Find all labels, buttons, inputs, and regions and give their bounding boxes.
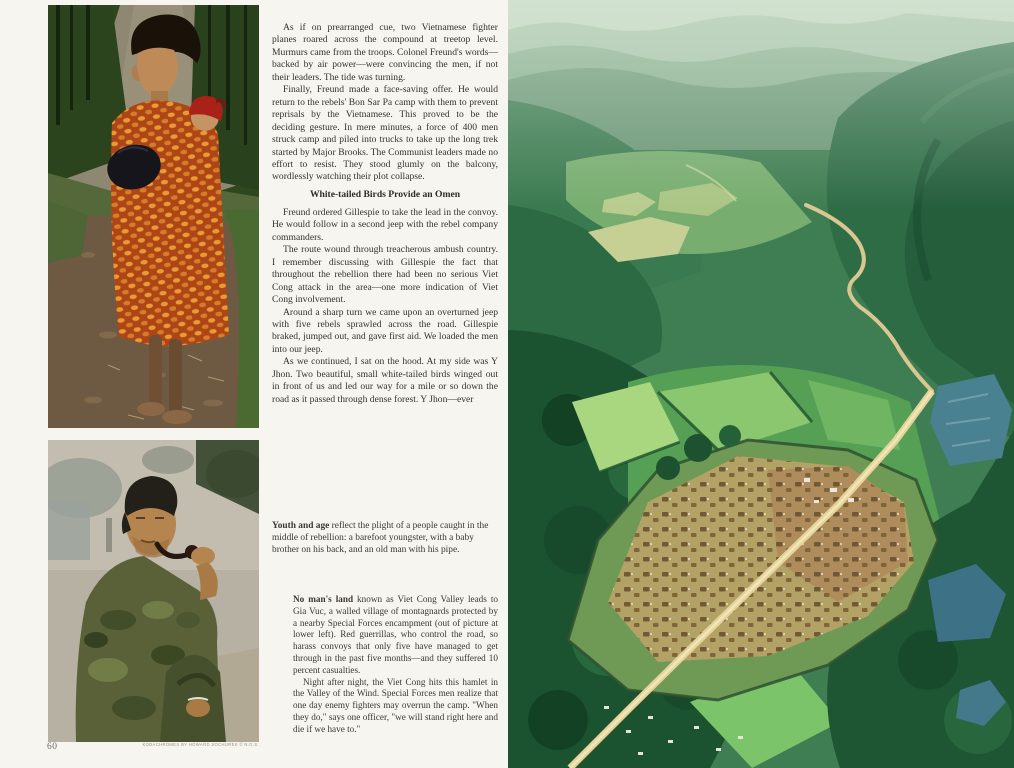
body-paragraph: Freund ordered Gillespie to take the lead in the convoy. He would follow in a second jeep with the rebel company commanders. <box>272 206 498 243</box>
body-paragraph: Around a sharp turn we came upon an overturned jeep with five rebels sprawled across the road. Gillespie braked, jumped out, and gave first aid. We loaded the men into our jeep. <box>272 306 498 355</box>
caption-text: reflect the plight of a people caught in the middle of rebellion: a barefoot youngster, with a baby brother on his back, and an old man with his pipe. <box>272 521 489 556</box>
body-paragraph: Finally, Freund made a face-saving offer. He would return to the rebels' Bon Sar Pa camp with them to prevent reprisals by the Vietnamese. This proved to be the deciding gesture. In mere minutes, a force of 400 men struck camp and piled into trucks to take up the long trek started by Major Brooks. The Communist leaders made no effort to resist. They stood glumly on the balcony, wordlessly watching their plot collapse. <box>272 84 498 183</box>
body-paragraph: As if on prearranged cue, two Vietnamese fighter planes roared across the compound at treetop level. Murmurs came from the troops. Colonel Freund's words—backed by air power—were convincing the men, if not their leaders. The tide was turning. <box>272 22 498 83</box>
caption-lead-in: Youth and age <box>272 521 330 531</box>
photo-boy-with-baby <box>48 5 259 428</box>
section-heading: White-tailed Birds Provide an Omen <box>309 188 461 200</box>
body-paragraph: The route wound through treacherous ambush country. I remember discussing with Gillespie the fact that throughout the rebellion there had been no serious Viet Cong attack in the area—one more indication of Viet Cong involvement. <box>272 244 498 306</box>
article-text-column <box>272 22 498 406</box>
photo-old-man-with-pipe <box>48 440 259 742</box>
caption-paragraph <box>293 594 498 677</box>
page-number: 60 <box>47 742 58 752</box>
body-paragraph: As we continued, I sat on the hood. At my side was Y Jhon. Two beautiful, small white-tailed birds winged out in front of us and led our way for a mile or so down the road as it passed through dense forest. Y Jhon—ever <box>272 356 498 405</box>
caption-paragraph: Night after night, the Viet Cong hits this hamlet in the Valley of the Wind. Special Forces men realize that one day enemy fighters may overrun the camp. "When they do," says one officer, "we will stand right here and die if we have to." <box>293 676 498 734</box>
photo-credit: KODACHROMES BY HOWARD SOCHUREK © N.G.S. <box>142 742 259 747</box>
caption-text: known as Viet Cong Valley leads to Gia Vuc, a walled village of montagnards protected by a nearby Special Forces encampment (out of picture at lower left). Red guerrillas, who control the road, so harass convoys that only five have managed to get through in the past five months—and they suffered 10 percent casualties. <box>293 594 498 675</box>
caption-youth-and-age <box>272 520 498 557</box>
photo-aerial-viet-cong-valley <box>508 0 1014 768</box>
caption-no-mans-land <box>293 594 498 736</box>
caption-lead-in: No man's land <box>293 594 354 604</box>
